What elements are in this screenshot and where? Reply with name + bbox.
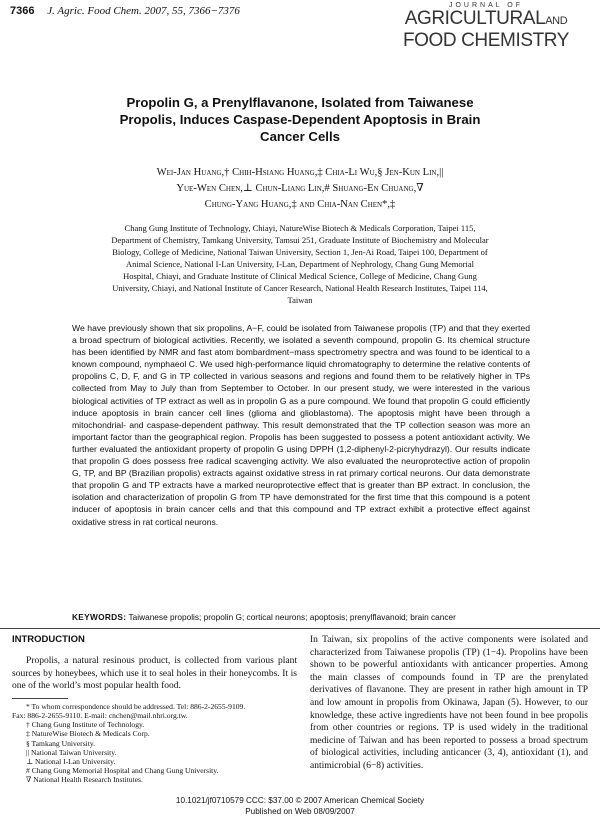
right-column xyxy=(310,634,588,773)
masthead-line-1 xyxy=(386,9,586,31)
masthead-agricultural: AGRICULTURAL xyxy=(404,8,546,29)
author-line: Chung-Yang Huang,‡ and Chia-Nan Chen*,‡ xyxy=(204,199,396,210)
section-divider xyxy=(0,628,600,629)
footnote: * To whom correspondence should be addressed. Tel: 886-2-2655-9109. xyxy=(26,701,246,711)
masthead-line-2: FOOD CHEMISTRY xyxy=(402,30,570,51)
affiliations: Chang Gung Institute of Technology, Chiayi, NatureWise Biotech & Medicals Corporation, Taipei 115, Department of Chemistry, Tamkang University, Tamsui 251, Graduate Institute of Biochemistry and Molecular Biology, College of Medicine, National Taiwan University, Section 1, Jen-Ai Road, Taipei 100, Department of Animal Science, National I-Lan University, I-Lan, Department of Nephrology, Chang Gung Memorial Hospital, Chiayi, and Graduate Institute of Clinical Medical Science, College of Medicine, Chang Gung University, Chiayi, and National Institute of Cancer Research, National Health Research Institutes, Taipei 114, Taiwan xyxy=(111,223,489,305)
footnote-divider xyxy=(12,698,68,699)
doi-copyright: 10.1021/jf0710579 CCC: $37.00 © 2007 American Chemical Society xyxy=(175,796,425,805)
title-line: Cancer Cells xyxy=(260,129,340,144)
footnote: ⊥ National I-Lan University. xyxy=(26,757,116,766)
footnote: || National Taiwan University. xyxy=(26,747,117,757)
footnote: # Chang Gung Memorial Hospital and Chang Gung University. xyxy=(26,766,219,776)
running-header xyxy=(10,5,240,17)
left-column xyxy=(12,634,297,785)
introduction-paragraph-continued: In Taiwan, six propolins of the active components were isolated and characterized from Taiwanese propolis (TP) (1−4). Propolins have been shown to be powerful antioxidants with anticancer properties. Among the main classes of compounds found in TP are the prenylated derivatives of flavanone. They are present in rather high amount in TP and low amount in propolis from Okinawa, Japan (5). However, to our knowledge, these active ingredients have not been found in bee propolis from other countries or regions. TP is used widely in the traditional medicine of Taiwan and has been reported to possess a broad spectrum of biological activities, including anticancer (3, 4), antioxidant (1), and antimicrobial (6−8) activities. xyxy=(310,635,588,771)
footnote: § Tamkang University. xyxy=(26,738,96,748)
introduction-heading: INTRODUCTION xyxy=(12,634,85,645)
article-title xyxy=(90,94,510,145)
author-list xyxy=(90,165,510,213)
author-line: Yue-Wen Chen,⊥ Chun-Liang Lin,# Shuang-En Chuang,∇ xyxy=(176,183,424,194)
introduction-paragraph: Propolis, a natural resinous product, is collected from various plant sources by honeybees, which use it to seal holes in their honeycombs. It is one of the world’s most popular health food. xyxy=(12,656,297,692)
footnote: ‡ NatureWise Biotech & Medicals Corp. xyxy=(26,729,150,739)
journal-masthead xyxy=(386,2,586,50)
title-line: Propolin G, a Prenylflavanone, Isolated from Taiwanese xyxy=(126,95,474,110)
keywords-label: KEYWORDS: xyxy=(72,612,127,622)
page-footer xyxy=(0,795,600,817)
journal-citation: J. Agric. Food Chem. 2007, 55, 7366−7376 xyxy=(47,5,240,17)
abstract: We have previously shown that six propolins, A−F, could be isolated from Taiwanese propolis (TP) and that they exerted a broad spectrum of biological activities. Recently, we isolated a seventh compound, propolin G. Its chemical structure has been identified by NMR and fast atom bombardment−mass spectrometry spectra and was found to be identical to a known compound, nymphaeol C. We used high-performance liquid chromatography to determine the relative contents of propolins C, D, F, and G in TP collected in various seasons and regions and found them to be relatively higher in TPs collected from May to July than from September to October. In our present study, we were interested in the various biological activities of TP extract as well as in propolin G as a pure compound. We found that propolin G could efficiently induce apoptosis in brain cancer cell lines (glioma and glioblastoma). The apoptosis might have been through a mitochondrial- and caspase-dependent pathway. This result demonstrated that the TP collection season was more an important factor than the geographical region. Propolis has been suggested to possess a potent antioxidant activity. We further evaluated the antioxidant property of propolin G using DPPH (1,2-diphenyl-2-picryhydrazyl). Our results indicate that propolin G does possess free radical scavenging activity. We also evaluated the neuroprotective action of propolin G, TP, and BP (Brazilian propolis) extracts against oxidative stress in rat primary cortical neurons. Our data demonstrate that propolin G and TP extracts have a marked neuroprotective effect that is greater than BP extract. In conclusion, the isolation and characterization of propolin G from TP have demonstrated for the first time that this compound is a potent inducer of apoptosis in brain cancer cells and that this compound and TP extract exhibit a protective effect against oxidative stress in rat cortical neurons. xyxy=(72,323,530,527)
keywords xyxy=(72,612,542,622)
keywords-text: Taiwanese propolis; propolin G; cortical neurons; apoptosis; prenylflavanoid; brain cancer xyxy=(128,612,456,622)
author-line: Wei-Jan Huang,† Chih-Hsiang Huang,‡ Chia-Li Wu,§ Jen-Kun Lin,|| xyxy=(156,167,444,178)
page-number: 7366 xyxy=(10,5,35,17)
footnote: Fax: 886-2-2655-9110. E-mail: cnchen@mail.nhri.org.tw. xyxy=(12,710,188,720)
publication-date: Published on Web 08/09/2007 xyxy=(245,807,355,816)
footnote: † Chang Gung Institute of Technology. xyxy=(26,720,145,730)
masthead-and: AND xyxy=(545,15,568,27)
title-line: Propolis, Induces Caspase-Dependent Apoptosis in Brain xyxy=(119,112,481,127)
footnote: ∇ National Health Research Institutes. xyxy=(26,775,143,785)
masthead-journal-of: JOURNAL OF xyxy=(448,2,524,9)
